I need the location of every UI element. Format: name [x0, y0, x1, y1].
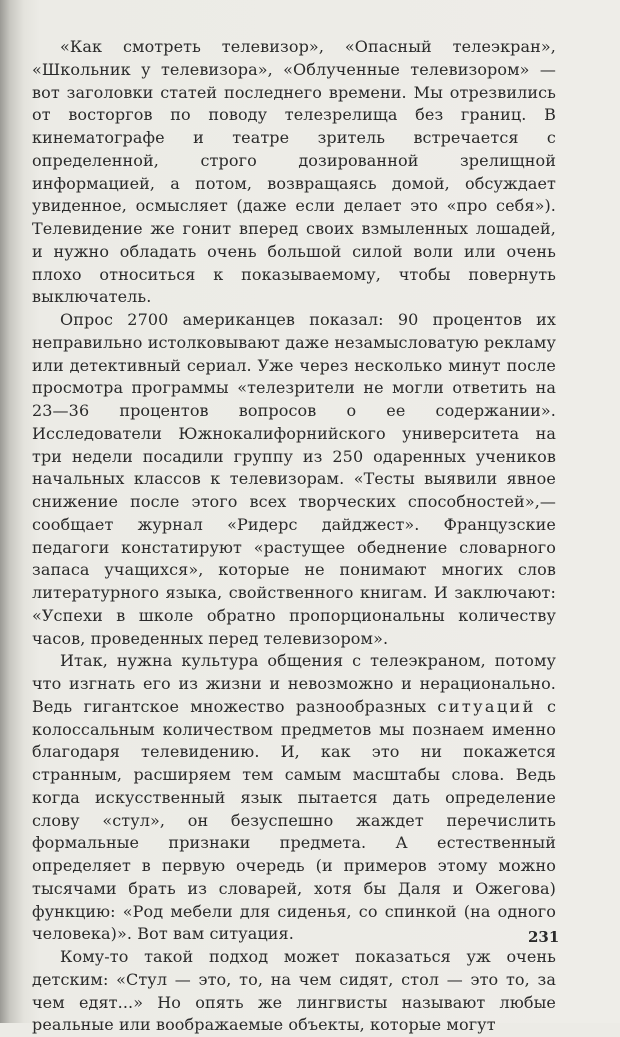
paragraph-3: [32, 650, 556, 946]
paragraph-4-text: Кому-то такой подход может показаться уж очень детским: «Стул — это, то, на чем сидят, стол — это то, за чем едят...» Но опять же лингвисты называют любые реальные или воображаемые объекты, которые могут: [32, 947, 556, 1035]
body-text: [32, 36, 556, 1037]
paragraph-1: [32, 36, 556, 309]
page-number: 231: [528, 928, 560, 946]
paragraph-3-text-start: Итак, нужна культура общения с телеэкраном, потому что изгнать его из жизни и невозможно и нерационально. Ведь гигантское множество разнообразных: [32, 651, 556, 716]
paragraph-2-text: Опрос 2700 американцев показал: 90 процентов их неправильно истолковывают даже незамысловатую рекламу или детективный сериал. Уже через несколько минут после просмотра программы «телезрители не могли ответить на 23—36 процентов вопросов о ее содержании». Исследователи Южнокалифорнийского университета на три недели посадили группу из 250 одаренных учеников начальных классов к телевизорам. «Тесты выявили явное снижение после этого всех творческих способностей»,— сообщает журнал «Ридерс дайджест». Французские педагоги констатируют «растущее обеднение словарного запаса учащихся», которые не понимают многих слов литературного языка, свойственного книгам. И заключают: «Успехи в школе обратно пропорциональны количеству часов, проведенных перед телевизором».: [32, 310, 556, 648]
paragraph-2: [32, 309, 556, 650]
paragraph-3-emphasis: ситуаций: [437, 696, 536, 716]
paragraph-4: [32, 946, 556, 1037]
paragraph-3-text-end: с колоссальным количеством предметов мы познаем именно благодаря телевидению. И, как это ни покажется странным, расширяем тем самым масштабы слова. Ведь когда искусственный язык пытается дать определение слову «стул», он безуспешно жаждет перечислить формальные признаки предмета. А естественный определяет в первую очередь (и примеров этому можно тысячами брать из словарей, хотя бы Даля и Ожегова) функцию: «Род мебели для сиденья, со спинкой (на одного человека)». Вот вам ситуация.: [32, 696, 557, 944]
paragraph-1-text: «Как смотреть телевизор», «Опасный телеэкран», «Школьник у телевизора», «Облученные телевизором» — вот заголовки статей последнего времени. Мы отрезвились от восторгов по поводу телезрелища без границ. В кинематографе и театре зритель встречается с определенной, строго дозированной зрелищной информацией, а потом, возвращаясь домой, обсуждает увиденное, осмысляет (даже если делает это «про себя»). Телевидение же гонит вперед своих взмыленных лошадей, и нужно обладать очень большой силой воли или очень плохо относиться к показываемому, чтобы повернуть выключатель.: [32, 37, 556, 307]
